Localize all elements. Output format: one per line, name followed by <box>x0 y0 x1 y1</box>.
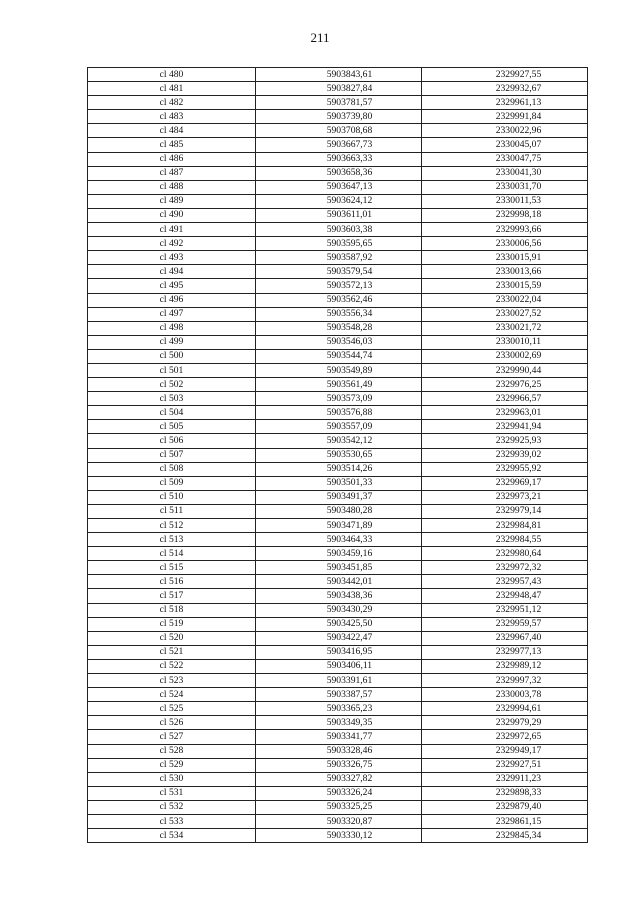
point-id-cell: cl 493 <box>88 251 256 265</box>
point-id-cell: cl 480 <box>88 68 256 82</box>
point-id-cell: cl 526 <box>88 716 256 730</box>
x-coordinate-cell: 5903781,57 <box>256 96 422 110</box>
x-coordinate-cell: 5903557,09 <box>256 420 422 434</box>
table-row <box>88 180 588 194</box>
table-row <box>88 223 588 237</box>
table-row <box>88 533 588 547</box>
x-coordinate-cell: 5903561,49 <box>256 378 422 392</box>
y-coordinate-cell: 2329991,84 <box>422 110 588 124</box>
table-row <box>88 124 588 138</box>
point-id-cell: cl 495 <box>88 279 256 293</box>
point-id-cell: cl 503 <box>88 392 256 406</box>
x-coordinate-cell: 5903647,13 <box>256 180 422 194</box>
point-id-cell: cl 501 <box>88 363 256 377</box>
point-id-cell: cl 500 <box>88 349 256 363</box>
table-row <box>88 772 588 786</box>
x-coordinate-cell: 5903491,37 <box>256 490 422 504</box>
y-coordinate-cell: 2329972,65 <box>422 730 588 744</box>
x-coordinate-cell: 5903843,61 <box>256 68 422 82</box>
point-id-cell: cl 528 <box>88 744 256 758</box>
x-coordinate-cell: 5903548,28 <box>256 321 422 335</box>
point-id-cell: cl 515 <box>88 561 256 575</box>
y-coordinate-cell: 2329879,40 <box>422 800 588 814</box>
x-coordinate-cell: 5903827,84 <box>256 82 422 96</box>
y-coordinate-cell: 2330021,72 <box>422 321 588 335</box>
point-id-cell: cl 512 <box>88 519 256 533</box>
x-coordinate-cell: 5903658,36 <box>256 166 422 180</box>
point-id-cell: cl 519 <box>88 617 256 631</box>
point-id-cell: cl 516 <box>88 575 256 589</box>
point-id-cell: cl 489 <box>88 194 256 208</box>
y-coordinate-cell: 2329973,21 <box>422 490 588 504</box>
y-coordinate-cell: 2329861,15 <box>422 814 588 828</box>
point-id-cell: cl 514 <box>88 547 256 561</box>
y-coordinate-cell: 2329993,66 <box>422 223 588 237</box>
point-id-cell: cl 524 <box>88 688 256 702</box>
y-coordinate-cell: 2329997,32 <box>422 674 588 688</box>
point-id-cell: cl 492 <box>88 237 256 251</box>
table-row <box>88 688 588 702</box>
table-row <box>88 589 588 603</box>
y-coordinate-cell: 2329949,17 <box>422 744 588 758</box>
point-id-cell: cl 509 <box>88 476 256 490</box>
table-row <box>88 575 588 589</box>
table-row <box>88 68 588 82</box>
y-coordinate-cell: 2330027,52 <box>422 307 588 321</box>
table-row <box>88 829 588 843</box>
table-row <box>88 800 588 814</box>
table-row <box>88 392 588 406</box>
table-row <box>88 406 588 420</box>
table-row <box>88 378 588 392</box>
y-coordinate-cell: 2330015,59 <box>422 279 588 293</box>
table-row <box>88 659 588 673</box>
x-coordinate-cell: 5903442,01 <box>256 575 422 589</box>
point-id-cell: cl 506 <box>88 434 256 448</box>
x-coordinate-cell: 5903341,77 <box>256 730 422 744</box>
x-coordinate-cell: 5903556,34 <box>256 307 422 321</box>
x-coordinate-cell: 5903425,50 <box>256 617 422 631</box>
point-id-cell: cl 521 <box>88 645 256 659</box>
point-id-cell: cl 498 <box>88 321 256 335</box>
x-coordinate-cell: 5903595,65 <box>256 237 422 251</box>
y-coordinate-cell: 2329941,94 <box>422 420 588 434</box>
y-coordinate-cell: 2330010,11 <box>422 335 588 349</box>
y-coordinate-cell: 2329969,17 <box>422 476 588 490</box>
table-row <box>88 349 588 363</box>
point-id-cell: cl 504 <box>88 406 256 420</box>
x-coordinate-cell: 5903471,89 <box>256 519 422 533</box>
x-coordinate-cell: 5903330,12 <box>256 829 422 843</box>
table-row <box>88 96 588 110</box>
y-coordinate-cell: 2329979,29 <box>422 716 588 730</box>
x-coordinate-cell: 5903406,11 <box>256 659 422 673</box>
y-coordinate-cell: 2329994,61 <box>422 702 588 716</box>
x-coordinate-cell: 5903387,57 <box>256 688 422 702</box>
y-coordinate-cell: 2330045,07 <box>422 138 588 152</box>
point-id-cell: cl 532 <box>88 800 256 814</box>
y-coordinate-cell: 2329963,01 <box>422 406 588 420</box>
x-coordinate-cell: 5903603,38 <box>256 223 422 237</box>
x-coordinate-cell: 5903416,95 <box>256 645 422 659</box>
y-coordinate-cell: 2329977,13 <box>422 645 588 659</box>
x-coordinate-cell: 5903667,73 <box>256 138 422 152</box>
x-coordinate-cell: 5903587,92 <box>256 251 422 265</box>
y-coordinate-cell: 2329972,32 <box>422 561 588 575</box>
point-id-cell: cl 533 <box>88 814 256 828</box>
table-row <box>88 786 588 800</box>
table-row <box>88 814 588 828</box>
x-coordinate-cell: 5903501,33 <box>256 476 422 490</box>
x-coordinate-cell: 5903326,24 <box>256 786 422 800</box>
y-coordinate-cell: 2330041,30 <box>422 166 588 180</box>
y-coordinate-cell: 2329984,55 <box>422 533 588 547</box>
x-coordinate-cell: 5903624,12 <box>256 194 422 208</box>
coordinates-table-body <box>88 68 588 843</box>
x-coordinate-cell: 5903349,35 <box>256 716 422 730</box>
table-row <box>88 265 588 279</box>
point-id-cell: cl 483 <box>88 110 256 124</box>
x-coordinate-cell: 5903464,33 <box>256 533 422 547</box>
point-id-cell: cl 518 <box>88 603 256 617</box>
point-id-cell: cl 484 <box>88 124 256 138</box>
table-row <box>88 208 588 222</box>
y-coordinate-cell: 2330003,78 <box>422 688 588 702</box>
table-row <box>88 462 588 476</box>
table-row <box>88 603 588 617</box>
page-number: 211 <box>310 30 330 45</box>
x-coordinate-cell: 5903422,47 <box>256 631 422 645</box>
table-row <box>88 279 588 293</box>
y-coordinate-cell: 2329911,23 <box>422 772 588 786</box>
coordinates-table <box>87 67 588 843</box>
table-row <box>88 631 588 645</box>
y-coordinate-cell: 2329967,40 <box>422 631 588 645</box>
y-coordinate-cell: 2329845,34 <box>422 829 588 843</box>
point-id-cell: cl 507 <box>88 448 256 462</box>
point-id-cell: cl 491 <box>88 223 256 237</box>
x-coordinate-cell: 5903576,88 <box>256 406 422 420</box>
point-id-cell: cl 499 <box>88 335 256 349</box>
table-row <box>88 617 588 631</box>
y-coordinate-cell: 2329898,33 <box>422 786 588 800</box>
point-id-cell: cl 510 <box>88 490 256 504</box>
point-id-cell: cl 513 <box>88 533 256 547</box>
x-coordinate-cell: 5903611,01 <box>256 208 422 222</box>
x-coordinate-cell: 5903708,68 <box>256 124 422 138</box>
table-row <box>88 293 588 307</box>
point-id-cell: cl 481 <box>88 82 256 96</box>
x-coordinate-cell: 5903327,82 <box>256 772 422 786</box>
table-row <box>88 645 588 659</box>
table-row <box>88 519 588 533</box>
y-coordinate-cell: 2329976,25 <box>422 378 588 392</box>
y-coordinate-cell: 2329925,93 <box>422 434 588 448</box>
point-id-cell: cl 527 <box>88 730 256 744</box>
x-coordinate-cell: 5903514,26 <box>256 462 422 476</box>
x-coordinate-cell: 5903459,16 <box>256 547 422 561</box>
point-id-cell: cl 508 <box>88 462 256 476</box>
table-row <box>88 138 588 152</box>
point-id-cell: cl 525 <box>88 702 256 716</box>
table-row <box>88 152 588 166</box>
point-id-cell: cl 530 <box>88 772 256 786</box>
y-coordinate-cell: 2329998,18 <box>422 208 588 222</box>
point-id-cell: cl 497 <box>88 307 256 321</box>
y-coordinate-cell: 2330047,75 <box>422 152 588 166</box>
x-coordinate-cell: 5903663,33 <box>256 152 422 166</box>
y-coordinate-cell: 2329932,67 <box>422 82 588 96</box>
y-coordinate-cell: 2329990,44 <box>422 363 588 377</box>
y-coordinate-cell: 2329939,02 <box>422 448 588 462</box>
y-coordinate-cell: 2329927,51 <box>422 758 588 772</box>
table-row <box>88 674 588 688</box>
table-row <box>88 166 588 180</box>
y-coordinate-cell: 2329966,57 <box>422 392 588 406</box>
table-row <box>88 321 588 335</box>
y-coordinate-cell: 2329984,81 <box>422 519 588 533</box>
table-row <box>88 744 588 758</box>
x-coordinate-cell: 5903365,23 <box>256 702 422 716</box>
y-coordinate-cell: 2330015,91 <box>422 251 588 265</box>
point-id-cell: cl 505 <box>88 420 256 434</box>
y-coordinate-cell: 2330006,56 <box>422 237 588 251</box>
x-coordinate-cell: 5903573,09 <box>256 392 422 406</box>
table-row <box>88 110 588 124</box>
y-coordinate-cell: 2330013,66 <box>422 265 588 279</box>
table-row <box>88 702 588 716</box>
y-coordinate-cell: 2330031,70 <box>422 180 588 194</box>
point-id-cell: cl 531 <box>88 786 256 800</box>
x-coordinate-cell: 5903562,46 <box>256 293 422 307</box>
y-coordinate-cell: 2329948,47 <box>422 589 588 603</box>
y-coordinate-cell: 2329957,43 <box>422 575 588 589</box>
y-coordinate-cell: 2329959,57 <box>422 617 588 631</box>
x-coordinate-cell: 5903542,12 <box>256 434 422 448</box>
table-row <box>88 547 588 561</box>
x-coordinate-cell: 5903320,87 <box>256 814 422 828</box>
point-id-cell: cl 511 <box>88 504 256 518</box>
table-row <box>88 82 588 96</box>
y-coordinate-cell: 2329980,64 <box>422 547 588 561</box>
y-coordinate-cell: 2329955,92 <box>422 462 588 476</box>
table-row <box>88 490 588 504</box>
table-row <box>88 434 588 448</box>
point-id-cell: cl 534 <box>88 829 256 843</box>
point-id-cell: cl 485 <box>88 138 256 152</box>
y-coordinate-cell: 2330002,69 <box>422 349 588 363</box>
table-row <box>88 716 588 730</box>
x-coordinate-cell: 5903572,13 <box>256 279 422 293</box>
y-coordinate-cell: 2329989,12 <box>422 659 588 673</box>
table-row <box>88 730 588 744</box>
x-coordinate-cell: 5903438,36 <box>256 589 422 603</box>
x-coordinate-cell: 5903480,28 <box>256 504 422 518</box>
table-row <box>88 448 588 462</box>
x-coordinate-cell: 5903579,54 <box>256 265 422 279</box>
table-row <box>88 561 588 575</box>
y-coordinate-cell: 2329951,12 <box>422 603 588 617</box>
point-id-cell: cl 520 <box>88 631 256 645</box>
table-row <box>88 194 588 208</box>
x-coordinate-cell: 5903739,80 <box>256 110 422 124</box>
point-id-cell: cl 496 <box>88 293 256 307</box>
x-coordinate-cell: 5903430,29 <box>256 603 422 617</box>
table-row <box>88 363 588 377</box>
table-row <box>88 237 588 251</box>
x-coordinate-cell: 5903451,85 <box>256 561 422 575</box>
point-id-cell: cl 490 <box>88 208 256 222</box>
table-row <box>88 758 588 772</box>
x-coordinate-cell: 5903391,61 <box>256 674 422 688</box>
y-coordinate-cell: 2329927,55 <box>422 68 588 82</box>
point-id-cell: cl 487 <box>88 166 256 180</box>
x-coordinate-cell: 5903328,46 <box>256 744 422 758</box>
x-coordinate-cell: 5903549,89 <box>256 363 422 377</box>
table-row <box>88 504 588 518</box>
y-coordinate-cell: 2330022,96 <box>422 124 588 138</box>
point-id-cell: cl 523 <box>88 674 256 688</box>
x-coordinate-cell: 5903544,74 <box>256 349 422 363</box>
x-coordinate-cell: 5903530,65 <box>256 448 422 462</box>
y-coordinate-cell: 2329979,14 <box>422 504 588 518</box>
point-id-cell: cl 488 <box>88 180 256 194</box>
point-id-cell: cl 494 <box>88 265 256 279</box>
point-id-cell: cl 502 <box>88 378 256 392</box>
point-id-cell: cl 482 <box>88 96 256 110</box>
table-row <box>88 476 588 490</box>
y-coordinate-cell: 2330011,53 <box>422 194 588 208</box>
table-row <box>88 335 588 349</box>
y-coordinate-cell: 2329961,13 <box>422 96 588 110</box>
point-id-cell: cl 517 <box>88 589 256 603</box>
x-coordinate-cell: 5903325,25 <box>256 800 422 814</box>
y-coordinate-cell: 2330022,04 <box>422 293 588 307</box>
table-row <box>88 251 588 265</box>
x-coordinate-cell: 5903326,75 <box>256 758 422 772</box>
table-row <box>88 307 588 321</box>
x-coordinate-cell: 5903546,03 <box>256 335 422 349</box>
point-id-cell: cl 522 <box>88 659 256 673</box>
point-id-cell: cl 529 <box>88 758 256 772</box>
table-row <box>88 420 588 434</box>
point-id-cell: cl 486 <box>88 152 256 166</box>
